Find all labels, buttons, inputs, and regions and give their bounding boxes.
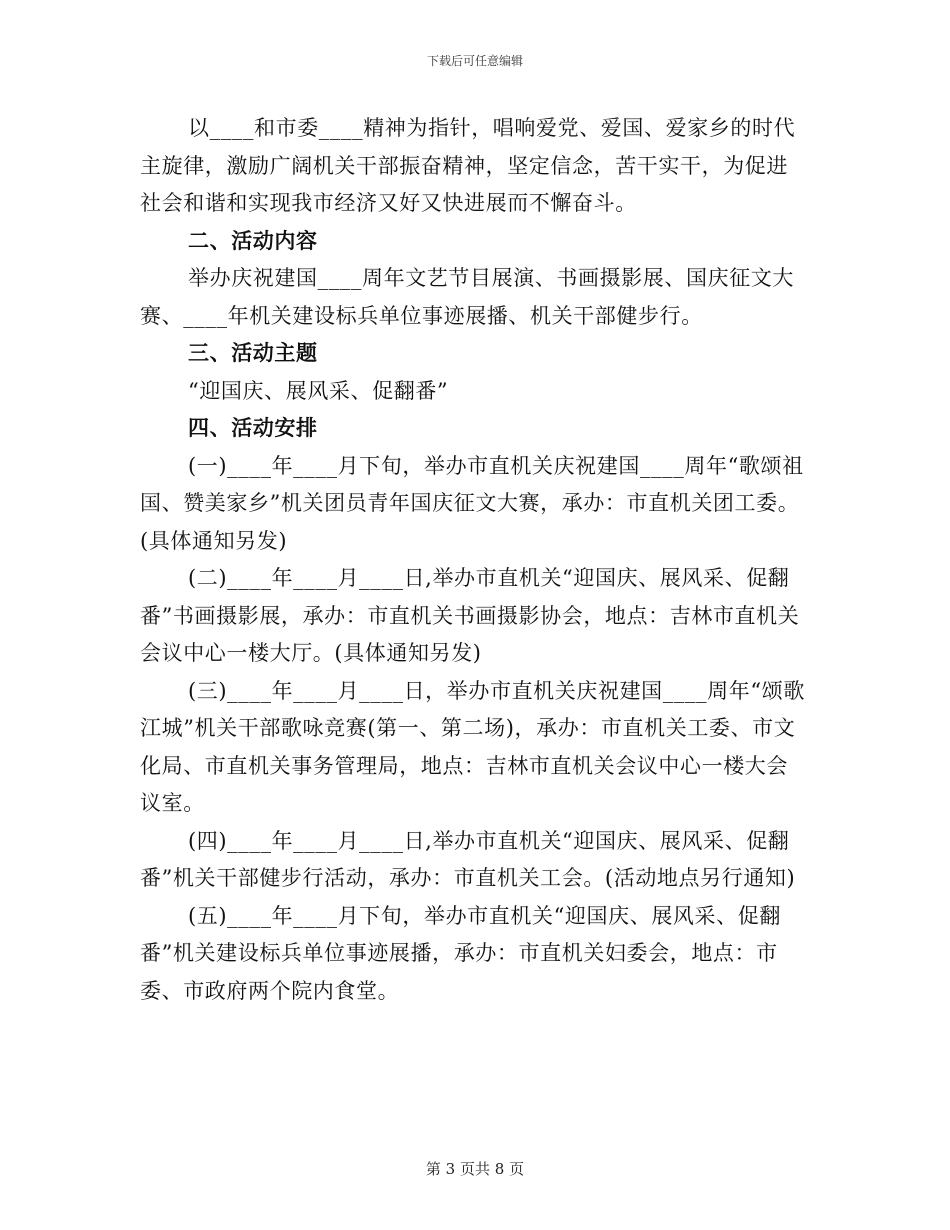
schedule-item-3: (三)____年____月____日，举办市直机关庆祝建国____周年“颂歌江城”机关干部歌咏竞赛(第一、第二场)，承办：市直机关工委、市文化局、市直机关事务管理局，地点：吉林市直机关会议中心一楼大会议室。 bbox=[140, 678, 805, 815]
document-body bbox=[140, 110, 808, 1010]
schedule-item-1: (一)____年____月下旬，举办市直机关庆祝建国____周年“歌颂祖国、赞美家乡”机关团员青年国庆征文大赛，承办：市直机关团工委。(具体通知另发) bbox=[140, 453, 804, 553]
page-header: 下载后可任意编辑 bbox=[426, 54, 523, 68]
paragraph-guiding-principle: 以____和市委____精神为指针，唱响爱党、爱国、爱家乡的时代主旋律，激励广阔机关干部振奋精神，坚定信念，苦干实干，为促进社会和谐和实现我市经济又好又快进展而不懈奋斗。 bbox=[140, 116, 796, 215]
page-number-footer: 第 3 页共 8 页 bbox=[425, 1160, 525, 1178]
schedule-item-2: (二)____年____月____日,举办市直机关“迎国庆、展风采、促翻番”书画摄影展，承办：市直机关书画摄影协会，地点：吉林市直机关会议中心一楼大厅。(具体通知另发) bbox=[140, 566, 800, 665]
paragraph-activity-content: 举办庆祝建国____周年文艺节目展演、书画摄影展、国庆征文大赛、____年机关建设标兵单位事迹展播、机关干部健步行。 bbox=[140, 266, 794, 328]
section-heading-activity-content: 二、活动内容 bbox=[188, 228, 318, 253]
section-heading-activity-schedule: 四、活动安排 bbox=[188, 416, 318, 440]
section-heading-activity-theme: 三、活动主题 bbox=[188, 341, 318, 365]
schedule-item-5: (五)____年____月下旬，举办市直机关“迎国庆、展风采、促翻番”机关建设标兵单位事迹展播，承办：市直机关妇委会，地点：市委、市政府两个院内食堂。 bbox=[140, 903, 781, 1003]
schedule-item-4: (四)____年____月____日,举办市直机关“迎国庆、展风采、促翻番”机关干部健步行活动，承办：市直机关工会。(活动地点另行通知) bbox=[140, 828, 796, 890]
paragraph-activity-theme: “迎国庆、展风采、促翻番” bbox=[188, 378, 449, 403]
